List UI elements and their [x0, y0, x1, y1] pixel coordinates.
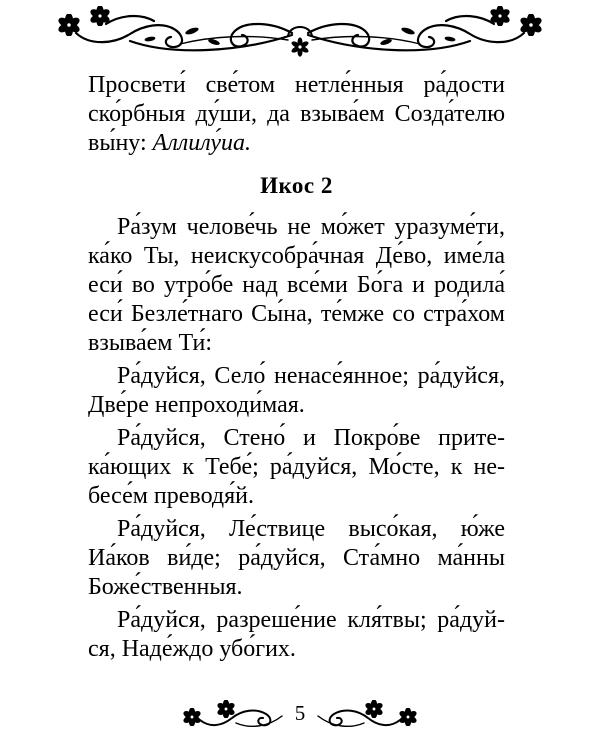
- text-line: бесе́м преводя́й.: [88, 483, 254, 509]
- paragraph-salutation: [88, 362, 505, 420]
- text-line: Ра́дуйся, Стено́ и Покро́ве прите-: [117, 425, 505, 451]
- text-line: ся, Наде́ждо убо́гих.: [88, 636, 296, 662]
- leaf-ornament: [144, 36, 156, 42]
- text-line: ско́рбныя ду́ши, да взыва́ем Созда́телю: [88, 101, 505, 127]
- paragraph-salutation: [88, 606, 505, 664]
- text-line: Ра́дуйся, Ле́ствице высо́кая, ю́же: [117, 516, 505, 542]
- paragraph-ikos: [88, 213, 505, 358]
- text-line: Просвети́ све́том нетле́нныя ра́дости: [88, 72, 505, 98]
- text-line: Ра́зум челове́чь не мо́жет уразуме́ти,: [117, 214, 505, 240]
- top-ornament: [0, 0, 600, 64]
- scroll-ornament: [106, 16, 154, 24]
- scroll-ornament: [418, 25, 524, 47]
- page-number: 5: [294, 701, 306, 725]
- text-line: еси́ во утро́бе над все́ми Бо́га и родила́: [88, 272, 505, 298]
- paragraph-salutation: [88, 424, 505, 511]
- refrain-text: Аллилу́иа.: [152, 130, 252, 156]
- text-line: взыва́ем Ти́:: [88, 330, 213, 356]
- text-line: ка́ко Ты, неискусобра́чная Де́во, име́ла: [88, 243, 505, 269]
- text-line: Ра́дуйся, разреше́ние кля́твы; ра́дуй-: [117, 607, 505, 633]
- text-line: [88, 129, 505, 158]
- text-line: Две́ре непроходи́мая.: [88, 392, 305, 418]
- text-line: ка́ющих к Тебе́; ра́дуйся, Мо́сте, к не-: [88, 454, 505, 480]
- scroll-ornament: [446, 16, 494, 24]
- text-line: Иа́ков ви́де; ра́дуйся, Ста́мно ма́нны: [88, 545, 505, 571]
- leaf-ornament: [444, 36, 456, 42]
- text-line: еси́ Безле́тнаго Сы́на, те́мже со стра́хом: [88, 301, 505, 327]
- section-heading: Икос 2: [260, 173, 333, 198]
- flower-ornament: [290, 37, 309, 56]
- scroll-ornament: [76, 25, 182, 47]
- text-column: [88, 71, 505, 664]
- paragraph-salutation: [88, 515, 505, 602]
- leaf-ornament: [401, 26, 416, 36]
- text-line: Боже́ственныя.: [88, 574, 243, 600]
- text-line: Ра́дуйся, Село́ ненасе́янное; ра́дуйся,: [117, 363, 505, 389]
- leaf-ornament: [185, 26, 200, 36]
- text-span: вы́ну:: [88, 130, 147, 156]
- paragraph-intro: [88, 71, 505, 158]
